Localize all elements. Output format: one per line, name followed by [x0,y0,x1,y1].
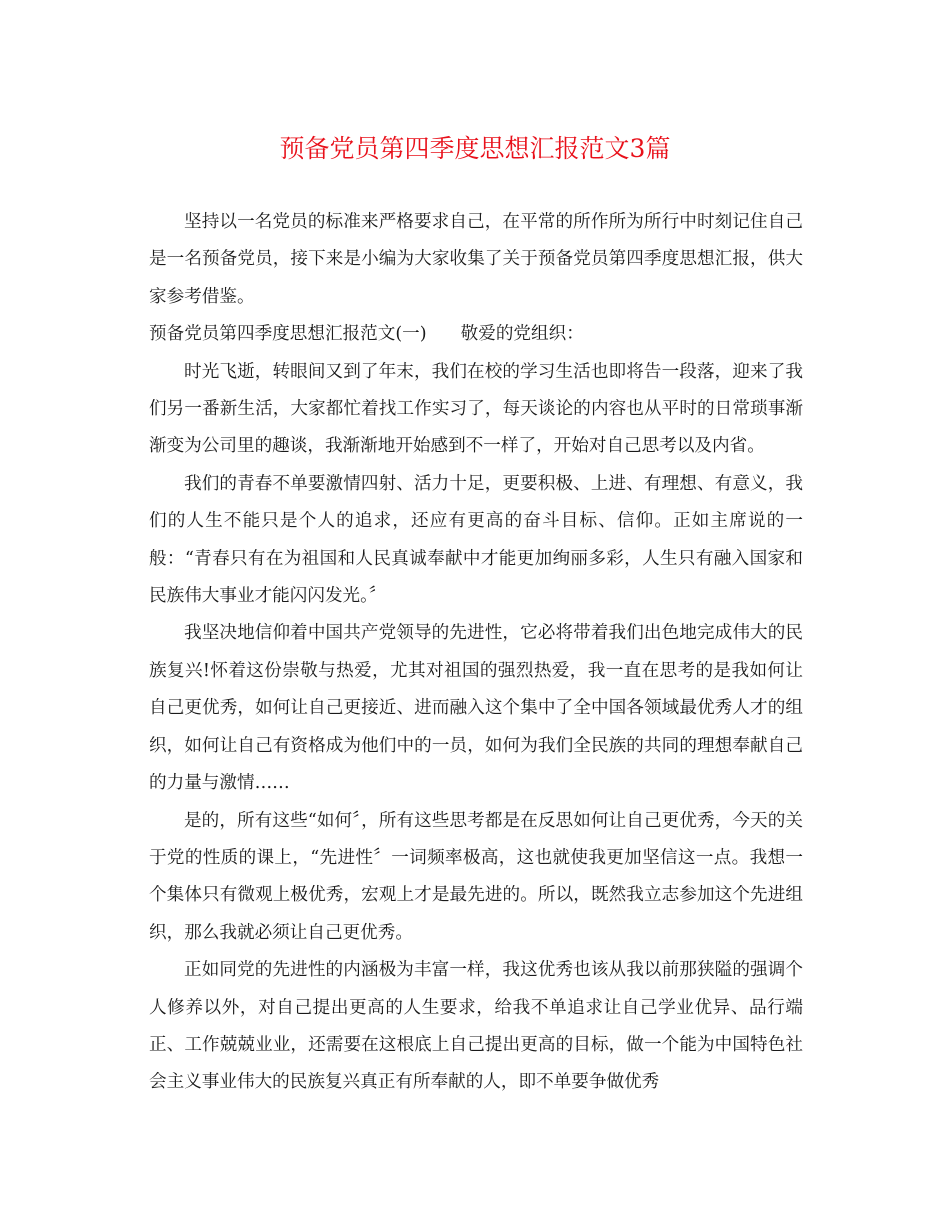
body-paragraph-2: 我们的青春不单要激情四射、活力十足，更要积极、上进、有理想、有意义，我们的人生不能只是个人的追求，还应有更高的奋斗目标、信仰。正如主席说的一般：“青春只有在为祖国和人民真诚奉献中才能更加绚丽多彩，人生只有融入国家和民族伟大事业才能闪闪发光。〞 [149,473,803,607]
intro-paragraph: 坚持以一名党员的标准来严格要求自己，在平常的所作所为所行中时刻记住自己是一名预备党员，接下来是小编为大家收集了关于预备党员第四季度思想汇报，供大家参考借鉴。 [149,212,803,307]
body-paragraph-4: 是的，所有这些“如何〞，所有这些思考都是在反思如何让自己更优秀，今天的关于党的性质的课上，“先进性〞一词频率极高，这也就使我更加坚信这一点。我想一个集体只有微观上极优秀，宏观上才是最先进的。所以，既然我立志参加这个先进组织，那么我就必须让自己更优秀。 [149,810,803,943]
document-title: 预备党员第四季度思想汇报范文3篇 [279,134,671,163]
salutation: 敬爱的党组织： [460,324,584,345]
body-paragraph-5: 正如同党的先进性的内涵极为丰富一样，我这优秀也该从我以前那狭隘的强调个人修养以外，对自己提出更高的人生要求，给我不单追求让自己学业优异、品行端正、工作兢兢业业，还需要在这根底上自己提出更高的目标，做一个能为中国特色社会主义事业伟大的民族复兴真正有所奉献的人，即不单要争做优秀 [149,960,803,1093]
section-heading-line [149,316,803,353]
section-heading: 预备党员第四季度思想汇报范文(一) [149,324,427,345]
body-paragraph-3: 我坚决地信仰着中国共产党领导的先进性，它必将带着我们出色地完成伟大的民族复兴!怀着这份崇敬与热爱，尤其对祖国的强烈热爱，我一直在思考的是我如何让自己更优秀，如何让自己更接近、进而融入这个集中了全中国各领域最优秀人才的组织，如何让自己有资格成为他们中的一员，如何为我们全民族的共同的理想奉献自己的力量与激情…… [149,623,803,794]
document-body [149,204,803,1102]
body-paragraph-1: 时光飞逝，转眼间又到了年末，我们在校的学习生活也即将告一段落，迎来了我们另一番新生活，大家都忙着找工作实习了，每天谈论的内容也从平时的日常琐事渐渐变为公司里的趣谈，我渐渐地开始感到不一样了，开始对自己思考以及内省。 [149,361,803,457]
